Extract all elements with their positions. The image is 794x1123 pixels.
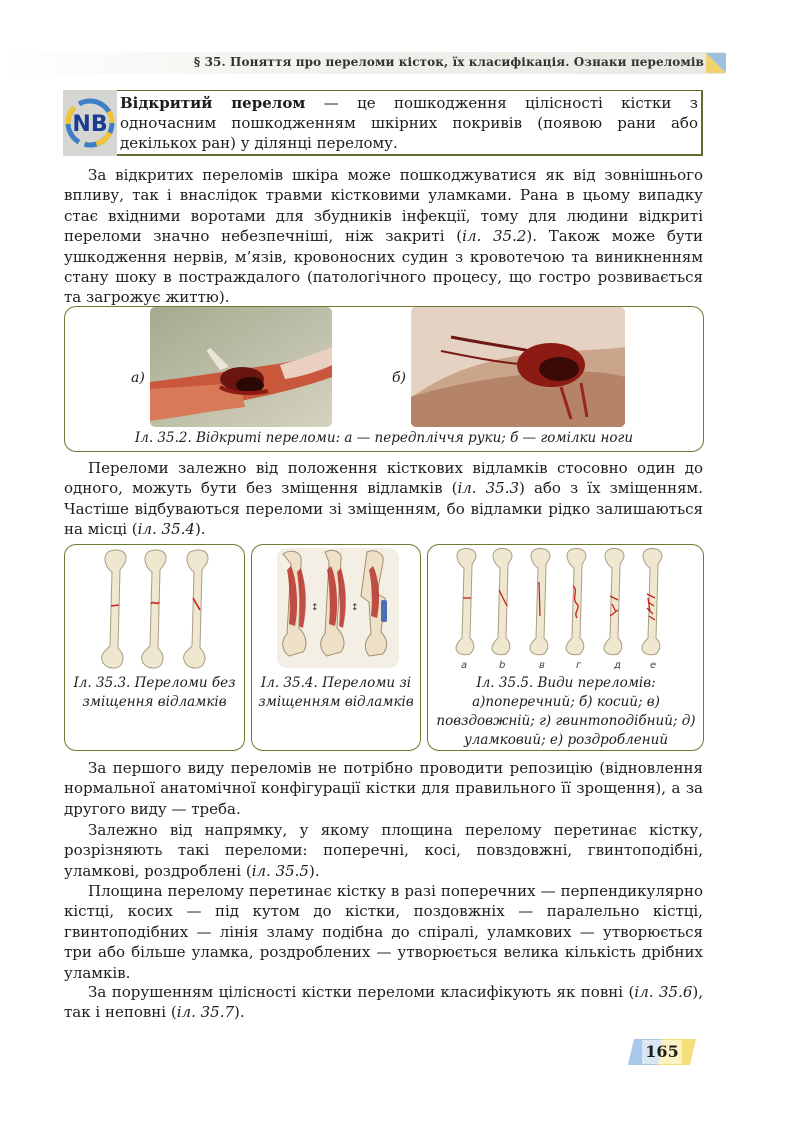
paragraph-fracture-plane-types (64, 820, 703, 881)
definition-term: Відкритий перелом (120, 94, 306, 112)
p1-figure-ref: іл. 35.2 (462, 227, 527, 246)
p1-text-2: ). Також може бути ушкодження нервів, м’язів, кровоносних судин з кровотечою та виникненням стану шоку в постраждалого (патологічного процесу, що гостро розвивається та загрожує життю). (64, 227, 703, 307)
p2-figure-ref-2: іл. 35.4 (137, 520, 195, 539)
paragraph-open-fractures (64, 165, 703, 308)
photo-open-fracture-shin (411, 307, 625, 427)
p2-text-3: ). (194, 520, 206, 539)
p6-text-2: ), так і неповні ( (64, 983, 703, 1022)
figure-35-5-caption: Іл. 35.5. Види переломів: а)поперечний; б) косий; в) повздовжній; г) гвинтоподібний; д) уламковий; е) роздроблений (436, 675, 696, 748)
p2-text-2: ) або з їх зміщенням. Частіше відбуваються переломи зі зміщенням, бо відламки рідко залишаються на місці ( (64, 479, 703, 539)
p6-figure-ref-2: іл. 35.7 (176, 1003, 235, 1022)
p1-text-1: За відкритих переломів шкіра може пошкоджуватися як від зовнішнього впливу, так і внаслідок травми кістковими уламками. Рана в цьому випадку стає вхідними воротами для збудників інфекції, тому для людини відкриті переломи значно небезпечніші, ніж закриті ( (64, 166, 703, 246)
page-number: 165 (645, 1042, 679, 1061)
letter-e: е (650, 660, 657, 671)
p3-text: За першого виду переломів не потрібно проводити репозицію (відновлення нормальної анатомічної конфігурації кістки для правильного її зрощення), а за другого виду — треба. (64, 759, 703, 818)
header-corner-icon (706, 53, 726, 73)
letter-g: г (576, 660, 582, 671)
nb-badge (63, 90, 117, 156)
p4-text-1: Залежно від напрямку, у якому площина перелому перетинає кістку, розрізняють такі переломи: поперечні, косі, повздовжні, гвинтоподібні, уламкові, роздроблені ( (64, 821, 703, 880)
definition-text (120, 93, 698, 153)
photo-open-fracture-forearm (150, 307, 332, 427)
figure-35-4-illustration (277, 548, 399, 668)
nb-badge-icon (63, 90, 117, 156)
paragraph-reposition (64, 758, 703, 819)
svg-text:↕: ↕ (311, 603, 319, 613)
figure-35-2-label-b: б) (392, 370, 407, 386)
figure-35-2-caption: Іл. 35.2. Відкриті переломи: а — передпліччя руки; б — гомілки ноги (134, 430, 634, 446)
paragraph-displacement (64, 458, 703, 540)
letter-d: д (614, 660, 621, 671)
p6-figure-ref-1: іл. 35.6 (634, 983, 693, 1001)
svg-text:↕: ↕ (351, 603, 359, 613)
p6-text-3: ). (234, 1003, 245, 1022)
p2-text-1: Переломи залежно від положення кісткових відламків стосовно один до одного, можуть бути без зміщення відламків ( (64, 459, 703, 498)
p6-text-1: За порушенням цілісності кістки переломи класифікують як повні ( (88, 983, 635, 1001)
p4-text-2: ). (308, 861, 320, 880)
p5-text: Площина перелому перетинає кістку в разі поперечних — перпендикулярно кістці, косих — під кутом до кістки, поздовжніх — паралельно кістці, гвинтоподібних — лінія зламу подібна до спіралі, уламкових — утворюється три або більше уламка, роздроблених — утворюється велика кількість дрібних уламків. (64, 882, 703, 982)
p4-figure-ref: іл. 35.5 (251, 861, 309, 880)
paragraph-fracture-plane-description (64, 881, 703, 983)
svg-text:NB: NB (72, 112, 108, 137)
definition-body: — це пошкодження цілісності кістки з одночасним пошкодженням шкірних покривів (появою рани або декількох ран) у ділянці перелому. (120, 94, 698, 152)
figure-35-3-caption: Іл. 35.3. Переломи без зміщення відламків (73, 675, 236, 710)
letter-v: в (539, 660, 545, 671)
letter-b: b (499, 660, 506, 671)
figure-35-4-caption: Іл. 35.4. Переломи зі зміщенням відламків (258, 675, 414, 710)
p2-figure-ref-1: іл. 35.3 (457, 479, 520, 498)
paragraph-complete-incomplete (64, 982, 703, 1023)
figure-35-5-bones-illustration (452, 546, 682, 658)
letter-a: а (461, 660, 468, 671)
figure-35-3-bones-illustration (96, 548, 226, 672)
running-header-title: § 35. Поняття про переломи кісток, їх класифікація. Ознаки переломів (193, 55, 704, 69)
figure-35-2-label-a: а) (131, 370, 145, 386)
